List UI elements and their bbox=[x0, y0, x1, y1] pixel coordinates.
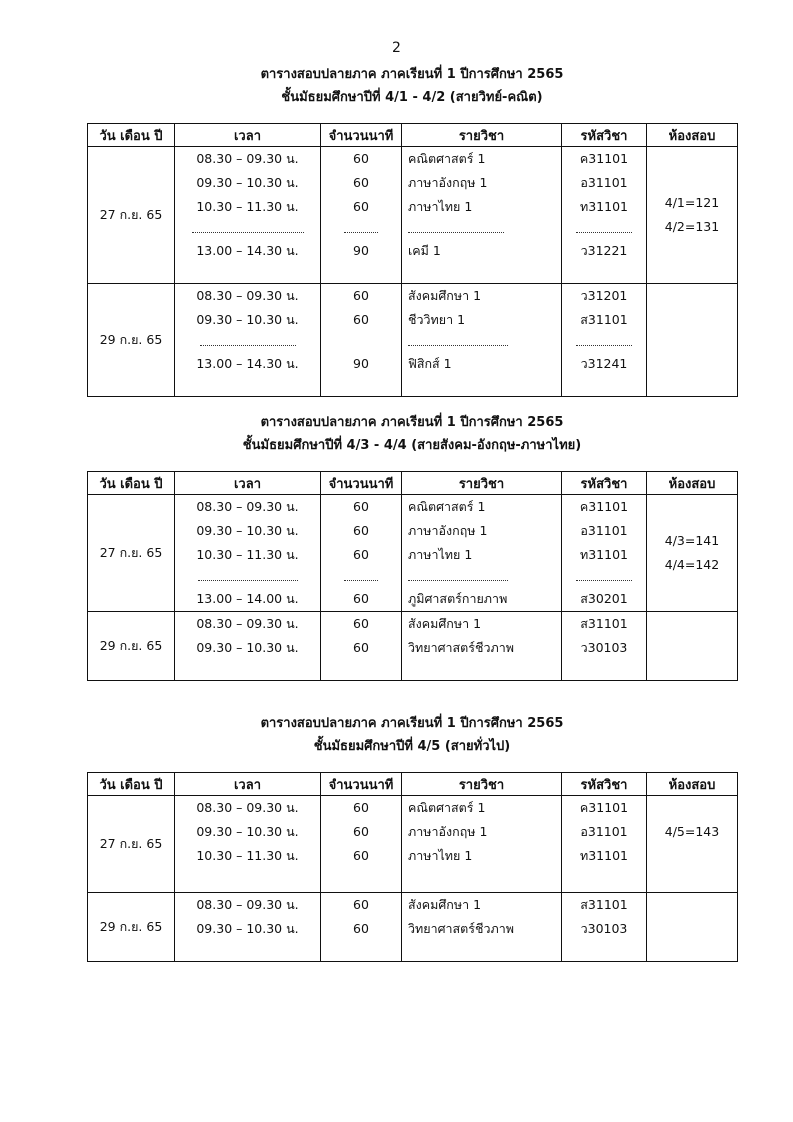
column-header-date: วัน เดือน ปี bbox=[88, 472, 175, 495]
dotted-separator bbox=[408, 332, 508, 346]
exam-minutes: 60 bbox=[353, 151, 369, 166]
lunch-gap bbox=[402, 219, 561, 239]
exam-minutes: 60 bbox=[353, 640, 369, 655]
section-title: ตารางสอบปลายภาค ภาคเรียนที่ 1 ปีการศึกษา 2565 bbox=[260, 415, 564, 430]
exam-minutes: 60 bbox=[353, 499, 369, 514]
table-row bbox=[88, 893, 738, 962]
column-header-room: ห้องสอบ bbox=[647, 773, 738, 796]
subject-code: ว31201 bbox=[580, 288, 628, 303]
column-header-room: ห้องสอบ bbox=[647, 472, 738, 495]
dotted-separator bbox=[200, 332, 296, 346]
subject-code: ส31101 bbox=[580, 897, 628, 912]
minutes-cell bbox=[321, 284, 402, 397]
exam-subject: ชีววิทยา 1 bbox=[408, 312, 466, 327]
exam-subject: ภาษาอังกฤษ 1 bbox=[408, 175, 488, 190]
subject-cell bbox=[402, 893, 562, 962]
exam-subject: ภาษาไทย 1 bbox=[408, 547, 473, 562]
subject-code: ท31101 bbox=[579, 199, 628, 214]
column-header-subject: รายวิชา bbox=[402, 773, 562, 796]
exam-table bbox=[87, 471, 738, 681]
exam-date: 27 ก.ย. 65 bbox=[88, 495, 175, 612]
exam-schedule-section-1 bbox=[87, 63, 737, 397]
exam-subject: ภาษาไทย 1 bbox=[408, 848, 473, 863]
minutes-cell bbox=[321, 147, 402, 284]
exam-schedule-section-3 bbox=[87, 712, 737, 962]
table-row bbox=[88, 147, 738, 284]
section-subtitle: ชั้นมัธยมศึกษาปีที่ 4/5 (สายทั่วไป) bbox=[313, 739, 511, 754]
subject-cell bbox=[402, 612, 562, 681]
column-header-subject: รายวิชา bbox=[402, 124, 562, 147]
exam-time: 09.30 – 10.30 น. bbox=[196, 824, 299, 839]
subject-code: ค31101 bbox=[579, 800, 629, 815]
dotted-separator bbox=[576, 332, 632, 346]
exam-minutes: 60 bbox=[353, 897, 369, 912]
exam-subject: ภูมิศาสตร์กายภาพ bbox=[408, 591, 508, 606]
exam-table bbox=[87, 123, 738, 397]
exam-time: 08.30 – 09.30 น. bbox=[196, 897, 299, 912]
exam-minutes: 60 bbox=[353, 523, 369, 538]
exam-minutes: 60 bbox=[353, 848, 369, 863]
section-subtitle: ชั้นมัธยมศึกษาปีที่ 4/1 - 4/2 (สายวิทย์-คณิต) bbox=[281, 90, 543, 105]
lunch-gap bbox=[175, 219, 320, 239]
dotted-separator bbox=[576, 567, 632, 581]
exam-date: 29 ก.ย. 65 bbox=[88, 284, 175, 397]
time-cell bbox=[175, 495, 321, 612]
exam-subject: สังคมศึกษา 1 bbox=[408, 616, 482, 631]
minutes-cell bbox=[321, 612, 402, 681]
code-cell bbox=[562, 612, 647, 681]
exam-time: 08.30 – 09.30 น. bbox=[196, 499, 299, 514]
subject-code: ท31101 bbox=[579, 848, 628, 863]
section-subtitle: ชั้นมัธยมศึกษาปีที่ 4/3 - 4/4 (สายสังคม-อังกฤษ-ภาษาไทย) bbox=[242, 438, 582, 453]
exam-subject: สังคมศึกษา 1 bbox=[408, 897, 482, 912]
exam-minutes: 90 bbox=[353, 356, 369, 371]
table-row bbox=[88, 284, 738, 397]
subject-code: ว31221 bbox=[580, 243, 628, 258]
time-cell bbox=[175, 284, 321, 397]
dotted-separator bbox=[408, 219, 504, 233]
exam-date: 29 ก.ย. 65 bbox=[88, 893, 175, 962]
dotted-separator bbox=[344, 219, 378, 233]
exam-minutes: 90 bbox=[353, 243, 369, 258]
table-row bbox=[88, 796, 738, 893]
subject-code: อ31101 bbox=[580, 175, 628, 190]
subject-code: ว30103 bbox=[580, 921, 628, 936]
column-header-room: ห้องสอบ bbox=[647, 124, 738, 147]
exam-room: 4/5=143 bbox=[664, 824, 720, 839]
column-header-time: เวลา bbox=[175, 124, 321, 147]
subject-code: ค31101 bbox=[579, 499, 629, 514]
exam-time: 13.00 – 14.30 น. bbox=[196, 356, 299, 371]
section-title: ตารางสอบปลายภาค ภาคเรียนที่ 1 ปีการศึกษา 2565 bbox=[260, 716, 564, 731]
exam-subject: วิทยาศาสตร์ชีวภาพ bbox=[408, 640, 515, 655]
column-header-date: วัน เดือน ปี bbox=[88, 773, 175, 796]
dotted-separator bbox=[408, 567, 508, 581]
exam-minutes: 60 bbox=[353, 824, 369, 839]
subject-code: ส31101 bbox=[580, 312, 628, 327]
room-cell bbox=[647, 796, 738, 893]
subject-code: ท31101 bbox=[579, 547, 628, 562]
exam-time: 08.30 – 09.30 น. bbox=[196, 800, 299, 815]
subject-code: อ31101 bbox=[580, 523, 628, 538]
dotted-separator bbox=[344, 567, 378, 581]
column-header-minutes: จำนวนนาที bbox=[321, 124, 402, 147]
lunch-gap bbox=[562, 332, 646, 352]
exam-subject: เคมี 1 bbox=[408, 243, 441, 258]
time-cell bbox=[175, 893, 321, 962]
code-cell bbox=[562, 284, 647, 397]
exam-subject: คณิตศาสตร์ 1 bbox=[408, 151, 486, 166]
exam-time: 08.30 – 09.30 น. bbox=[196, 288, 299, 303]
lunch-gap bbox=[402, 332, 561, 352]
exam-time: 10.30 – 11.30 น. bbox=[196, 547, 299, 562]
exam-room: 4/2=131 bbox=[664, 219, 720, 234]
exam-subject: คณิตศาสตร์ 1 bbox=[408, 499, 486, 514]
exam-minutes: 60 bbox=[353, 312, 369, 327]
lunch-gap bbox=[175, 567, 320, 587]
subject-code: ค31101 bbox=[579, 151, 629, 166]
exam-minutes: 60 bbox=[353, 591, 369, 606]
column-header-code: รหัสวิชา bbox=[562, 773, 647, 796]
subject-cell bbox=[402, 284, 562, 397]
subject-code: ว31241 bbox=[580, 356, 628, 371]
column-header-time: เวลา bbox=[175, 472, 321, 495]
subject-cell bbox=[402, 796, 562, 893]
table-header-row bbox=[88, 472, 738, 495]
subject-code: อ31101 bbox=[580, 824, 628, 839]
column-header-code: รหัสวิชา bbox=[562, 124, 647, 147]
subject-cell bbox=[402, 147, 562, 284]
exam-time: 09.30 – 10.30 น. bbox=[196, 640, 299, 655]
subject-cell bbox=[402, 495, 562, 612]
exam-date: 27 ก.ย. 65 bbox=[88, 796, 175, 893]
minutes-cell bbox=[321, 796, 402, 893]
lunch-gap bbox=[562, 567, 646, 587]
column-header-minutes: จำนวนนาที bbox=[321, 472, 402, 495]
exam-time: 08.30 – 09.30 น. bbox=[196, 151, 299, 166]
exam-time: 13.00 – 14.30 น. bbox=[196, 243, 299, 258]
room-cell bbox=[647, 893, 738, 962]
table-header-row bbox=[88, 124, 738, 147]
page-number: 2 bbox=[392, 40, 401, 56]
time-cell bbox=[175, 796, 321, 893]
lunch-gap bbox=[321, 567, 401, 587]
subject-code: ว30103 bbox=[580, 640, 628, 655]
exam-minutes: 60 bbox=[353, 288, 369, 303]
dotted-separator bbox=[198, 567, 298, 581]
exam-room: 4/4=142 bbox=[664, 557, 720, 572]
exam-date: 29 ก.ย. 65 bbox=[88, 612, 175, 681]
room-cell bbox=[647, 147, 738, 284]
exam-minutes: 60 bbox=[353, 547, 369, 562]
exam-minutes: 60 bbox=[353, 199, 369, 214]
subject-code: ส31101 bbox=[580, 616, 628, 631]
exam-subject: ภาษาไทย 1 bbox=[408, 199, 473, 214]
code-cell bbox=[562, 893, 647, 962]
exam-time: 09.30 – 10.30 น. bbox=[196, 175, 299, 190]
exam-room: 4/3=141 bbox=[664, 533, 720, 548]
exam-time: 09.30 – 10.30 น. bbox=[196, 523, 299, 538]
lunch-gap bbox=[562, 219, 646, 239]
exam-schedule-section-2 bbox=[87, 411, 737, 681]
exam-time: 10.30 – 11.30 น. bbox=[196, 199, 299, 214]
section-title: ตารางสอบปลายภาค ภาคเรียนที่ 1 ปีการศึกษา 2565 bbox=[260, 67, 564, 82]
column-header-minutes: จำนวนนาที bbox=[321, 773, 402, 796]
room-cell bbox=[647, 612, 738, 681]
exam-room: 4/1=121 bbox=[664, 195, 720, 210]
exam-date: 27 ก.ย. 65 bbox=[88, 147, 175, 284]
table-header-row bbox=[88, 773, 738, 796]
dotted-separator bbox=[576, 219, 632, 233]
lunch-gap bbox=[175, 332, 320, 352]
column-header-code: รหัสวิชา bbox=[562, 472, 647, 495]
dotted-separator bbox=[192, 219, 304, 233]
exam-subject: วิทยาศาสตร์ชีวภาพ bbox=[408, 921, 515, 936]
lunch-gap bbox=[321, 219, 401, 239]
exam-minutes: 60 bbox=[353, 800, 369, 815]
code-cell bbox=[562, 147, 647, 284]
column-header-date: วัน เดือน ปี bbox=[88, 124, 175, 147]
exam-time: 08.30 – 09.30 น. bbox=[196, 616, 299, 631]
room-cell bbox=[647, 284, 738, 397]
lunch-gap bbox=[402, 567, 561, 587]
exam-subject: สังคมศึกษา 1 bbox=[408, 288, 482, 303]
time-cell bbox=[175, 612, 321, 681]
table-row bbox=[88, 612, 738, 681]
exam-time: 13.00 – 14.00 น. bbox=[196, 591, 299, 606]
exam-time: 09.30 – 10.30 น. bbox=[196, 921, 299, 936]
exam-subject: ภาษาอังกฤษ 1 bbox=[408, 824, 488, 839]
subject-code: ส30201 bbox=[580, 591, 628, 606]
exam-time: 10.30 – 11.30 น. bbox=[196, 848, 299, 863]
exam-subject: คณิตศาสตร์ 1 bbox=[408, 800, 486, 815]
minutes-cell bbox=[321, 893, 402, 962]
exam-minutes: 60 bbox=[353, 175, 369, 190]
code-cell bbox=[562, 495, 647, 612]
exam-minutes: 60 bbox=[353, 921, 369, 936]
column-header-subject: รายวิชา bbox=[402, 472, 562, 495]
code-cell bbox=[562, 796, 647, 893]
exam-subject: ภาษาอังกฤษ 1 bbox=[408, 523, 488, 538]
room-cell bbox=[647, 495, 738, 612]
exam-minutes: 60 bbox=[353, 616, 369, 631]
exam-table bbox=[87, 772, 738, 962]
minutes-cell bbox=[321, 495, 402, 612]
column-header-time: เวลา bbox=[175, 773, 321, 796]
time-cell bbox=[175, 147, 321, 284]
exam-time: 09.30 – 10.30 น. bbox=[196, 312, 299, 327]
exam-subject: ฟิสิกส์ 1 bbox=[408, 356, 452, 371]
table-row bbox=[88, 495, 738, 612]
